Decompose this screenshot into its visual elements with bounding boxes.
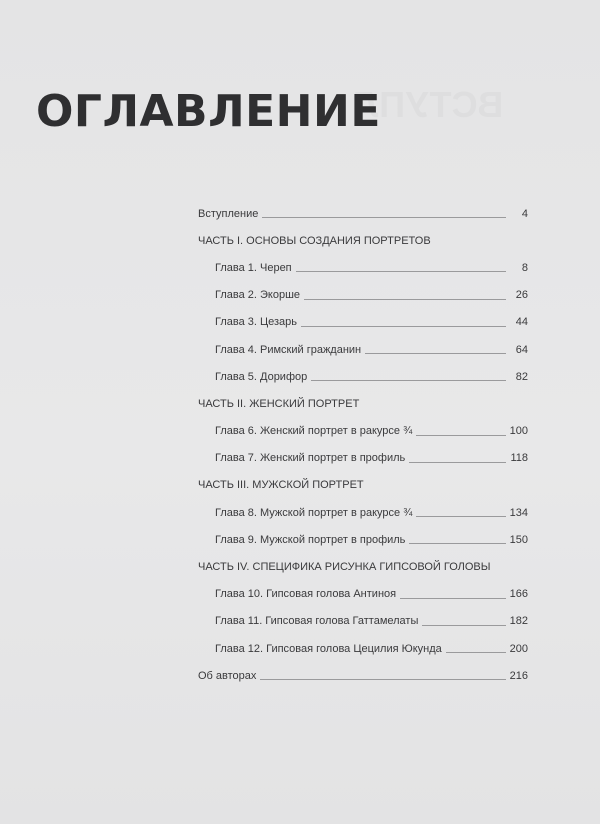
toc-page-number: 200: [509, 642, 528, 655]
toc-entry-chapter-7[interactable]: [0, 445, 528, 472]
show-through-text: ВСТУПЛ: [352, 84, 504, 125]
dot-leader: [446, 652, 506, 653]
toc-entry-intro[interactable]: [0, 200, 528, 227]
dot-leader: [365, 353, 506, 354]
toc-page-number: 44: [515, 316, 528, 329]
toc-entry-label: Глава 9. Мужской портрет в профиль: [215, 533, 406, 546]
toc-part-label: ЧАСТЬ III. МУЖСКОЙ ПОРТРЕТ: [198, 479, 364, 492]
toc-entry-chapter-10[interactable]: [0, 581, 528, 608]
toc-page-number: 216: [509, 669, 528, 682]
toc-entry-label: Глава 7. Женский портрет в профиль: [215, 452, 406, 465]
toc-entry-label: Глава 1. Череп: [215, 261, 292, 274]
toc-part-label: ЧАСТЬ II. ЖЕНСКИЙ ПОРТРЕТ: [198, 397, 360, 410]
toc-page-number: 166: [509, 588, 528, 601]
toc-page-number: 100: [509, 425, 528, 438]
dot-leader: [301, 326, 506, 327]
toc-entry-label: Глава 11. Гипсовая голова Гаттамелаты: [215, 615, 419, 628]
toc-entry-chapter-4[interactable]: [0, 336, 528, 363]
toc-entry-label: Глава 4. Римский гражданин: [215, 343, 362, 356]
toc-page-number: 4: [521, 207, 528, 220]
toc-entry-chapter-2[interactable]: [0, 282, 528, 309]
toc-entry-label: Глава 5. Дорифор: [215, 370, 308, 383]
dot-leader: [416, 435, 505, 436]
toc-part-heading-3: [0, 472, 594, 499]
page-title: ОГЛАВЛЕНИЕ: [36, 86, 381, 137]
table-of-contents: [0, 200, 600, 689]
dot-leader: [409, 543, 505, 544]
toc-entry-chapter-12[interactable]: [0, 635, 528, 662]
toc-entry-chapter-11[interactable]: [0, 608, 528, 635]
toc-page-number: 182: [509, 615, 528, 628]
toc-part-heading-2: [0, 390, 594, 417]
dot-leader: [304, 299, 506, 300]
dot-leader: [422, 625, 505, 626]
toc-entry-chapter-5[interactable]: [0, 363, 528, 390]
toc-entry-chapter-3[interactable]: [0, 309, 528, 336]
toc-entry-chapter-8[interactable]: [0, 499, 528, 526]
toc-entry-label: Глава 6. Женский портрет в ракурсе ¾: [215, 425, 413, 438]
dot-leader: [260, 679, 505, 680]
toc-entry-label: Глава 10. Гипсовая голова Антиноя: [215, 588, 397, 601]
toc-entry-label: Вступление: [198, 207, 259, 220]
dot-leader: [400, 598, 506, 599]
toc-entry-chapter-9[interactable]: [0, 526, 528, 553]
dot-leader: [409, 462, 506, 463]
dot-leader: [311, 380, 506, 381]
toc-entry-label: Глава 12. Гипсовая голова Цецилия Юкунда: [215, 642, 442, 655]
toc-entry-label: Глава 2. Экорше: [215, 289, 301, 302]
toc-entry-authors[interactable]: [0, 662, 528, 689]
toc-entry-label: Глава 3. Цезарь: [215, 316, 298, 329]
toc-page-number: 150: [509, 533, 528, 546]
toc-page-number: 134: [509, 506, 528, 519]
dot-leader: [296, 271, 506, 272]
toc-entry-label: Об авторах: [198, 669, 257, 682]
toc-part-label: ЧАСТЬ I. ОСНОВЫ СОЗДАНИЯ ПОРТРЕТОВ: [198, 234, 431, 247]
toc-page-number: 26: [515, 289, 528, 302]
toc-part-heading-1: [0, 227, 594, 254]
dot-leader: [416, 516, 505, 517]
toc-page-number: 64: [515, 343, 528, 356]
toc-page-number: 82: [515, 370, 528, 383]
toc-entry-chapter-1[interactable]: [0, 254, 528, 281]
toc-page-number: 118: [510, 452, 528, 465]
toc-entry-label: Глава 8. Мужской портрет в ракурсе ¾: [215, 506, 413, 519]
toc-page-number: 8: [521, 261, 528, 274]
dot-leader: [262, 217, 506, 218]
toc-entry-chapter-6[interactable]: [0, 418, 528, 445]
toc-part-label: ЧАСТЬ IV. СПЕЦИФИКА РИСУНКА ГИПСОВОЙ ГОЛОВЫ: [198, 561, 491, 574]
toc-part-heading-4: [0, 553, 594, 580]
